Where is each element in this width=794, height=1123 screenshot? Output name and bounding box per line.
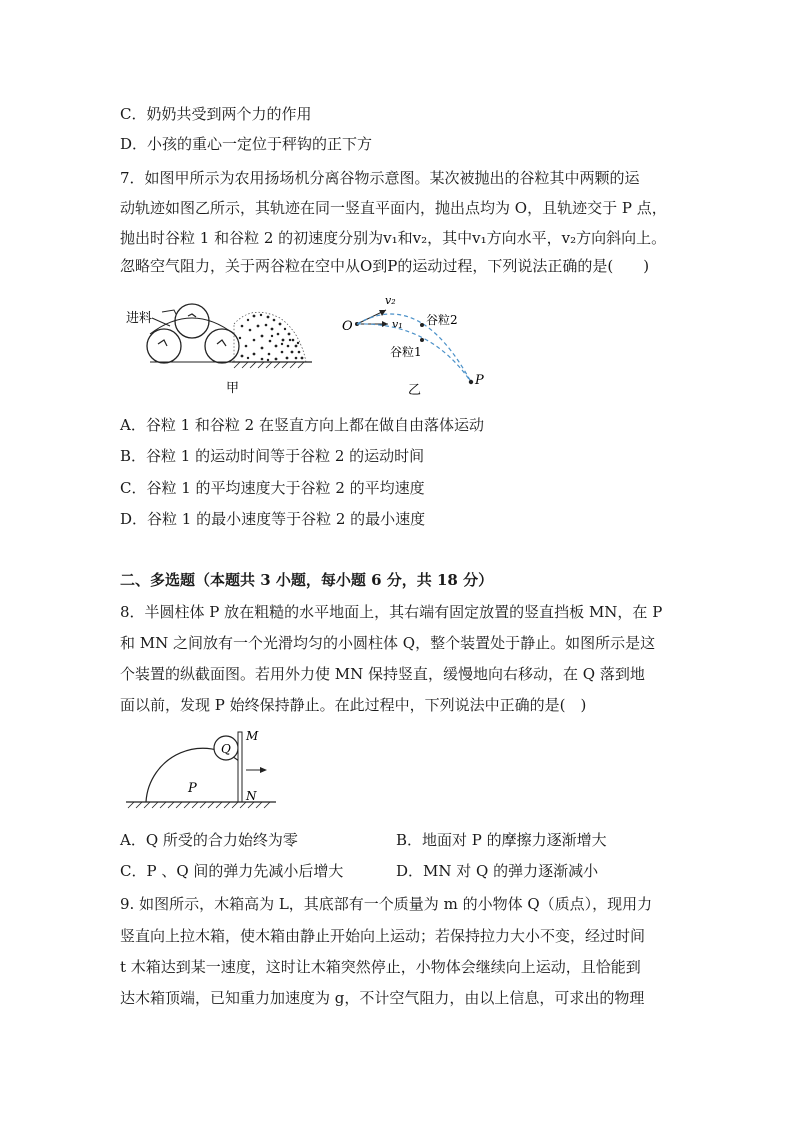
q7-stem-line: 动轨迹如图乙所示，其轨迹在同一竖直平面内，抛出点均为 O，且轨迹交于 P 点，: [120, 199, 667, 217]
section-heading: 二、多选题（本题共 3 小题，每小题 6 分，共 18 分）: [120, 571, 494, 589]
q6-option-c: C．奶奶共受到两个力的作用: [120, 105, 312, 123]
figure-b-caption: 乙: [408, 383, 422, 398]
q8-option-d: D．MN 对 Q 的弹力逐渐减小: [396, 862, 599, 880]
q8-stem-line: 面以前，发现 P 始终保持静止。在此过程中，下列说法中正确的是( ): [120, 696, 587, 714]
point-o-label: O: [342, 319, 353, 334]
q8-option-a: A．Q 所受的合力始终为零: [120, 831, 298, 849]
q7-stem-line: 抛出时谷粒 1 和谷粒 2 的初速度分别为v₁和v₂，其中v₁方向水平，v₂方向斜向上。: [120, 229, 667, 247]
q8-option-c: C．P 、Q 间的弹力先减小后增大: [120, 862, 344, 880]
q7-stem-line: 7．如图甲所示为农用扬场机分离谷物示意图。某次被抛出的谷粒其中两颗的运: [120, 169, 640, 187]
feed-label: 进料: [126, 311, 153, 326]
q8-stem-line: 8．半圆柱体 P 放在粗糙的水平地面上，其右端有固定放置的竖直挡板 MN，在 P: [120, 603, 663, 621]
point-p-label: P: [475, 373, 484, 388]
grain-1-label: 谷粒1: [390, 345, 422, 359]
q6-option-d: D．小孩的重心一定位于秤钩的正下方: [120, 135, 373, 153]
board-mn: [238, 732, 242, 802]
label-n: N: [246, 789, 257, 803]
roller-icon: [147, 329, 181, 363]
v1-label: v₁: [392, 318, 403, 331]
q7-figure-b: [340, 290, 500, 398]
q8-stem-line: 个装置的纵截面图。若用外力使 MN 保持竖直，缓慢地向右移动，在 Q 落到地: [120, 665, 645, 683]
label-q: Q: [221, 742, 231, 756]
q8-stem-line: 和 MN 之间放有一个光滑均匀的小圆柱体 Q，整个装置处于静止。如图所示是这: [120, 634, 656, 652]
label-m: M: [246, 729, 259, 743]
q9-stem-line: t 木箱达到某一速度，这时让木箱突然停止，小物体会继续向上运动，且恰能到: [120, 958, 641, 976]
grain-dots: [239, 314, 304, 361]
q9-stem-line: 达木箱顶端，已知重力加速度为 g，不计空气阻力，由以上信息，可求出的物理: [120, 989, 645, 1007]
grain-2-label: 谷粒2: [426, 313, 458, 327]
q7-option-c: C．谷粒 1 的平均速度大于谷粒 2 的平均速度: [120, 479, 425, 497]
figure-a-caption: 甲: [226, 381, 240, 396]
roller-icon: [175, 304, 209, 338]
q8-figure: [126, 726, 281, 814]
q8-option-b: B．地面对 P 的摩擦力逐渐增大: [396, 831, 607, 849]
q7-option-b: B．谷粒 1 的运动时间等于谷粒 2 的运动时间: [120, 447, 425, 465]
label-p: P: [188, 781, 197, 796]
q7-option-a: A．谷粒 1 和谷粒 2 在竖直方向上都在做自由落体运动: [120, 416, 484, 434]
q7-stem-line: 忽略空气阻力，关于两谷粒在空中从O到P的运动过程，下列说法正确的是( ): [120, 257, 650, 275]
point-p: [469, 380, 473, 384]
q7-figure-a: [122, 296, 322, 396]
q9-stem-line: 竖直向上拉木箱，使木箱由静止开始向上运动；若保持拉力大小不变，经过时间: [120, 927, 646, 945]
arrow-right-icon: [260, 767, 267, 773]
v2-label: v₂: [385, 294, 396, 307]
q7-option-d: D．谷粒 1 的最小速度等于谷粒 2 的最小速度: [120, 510, 426, 528]
q9-stem-line: 9. 如图所示，木箱高为 L，其底部有一个质量为 m 的小物体 Q（质点），现用力: [120, 895, 653, 913]
